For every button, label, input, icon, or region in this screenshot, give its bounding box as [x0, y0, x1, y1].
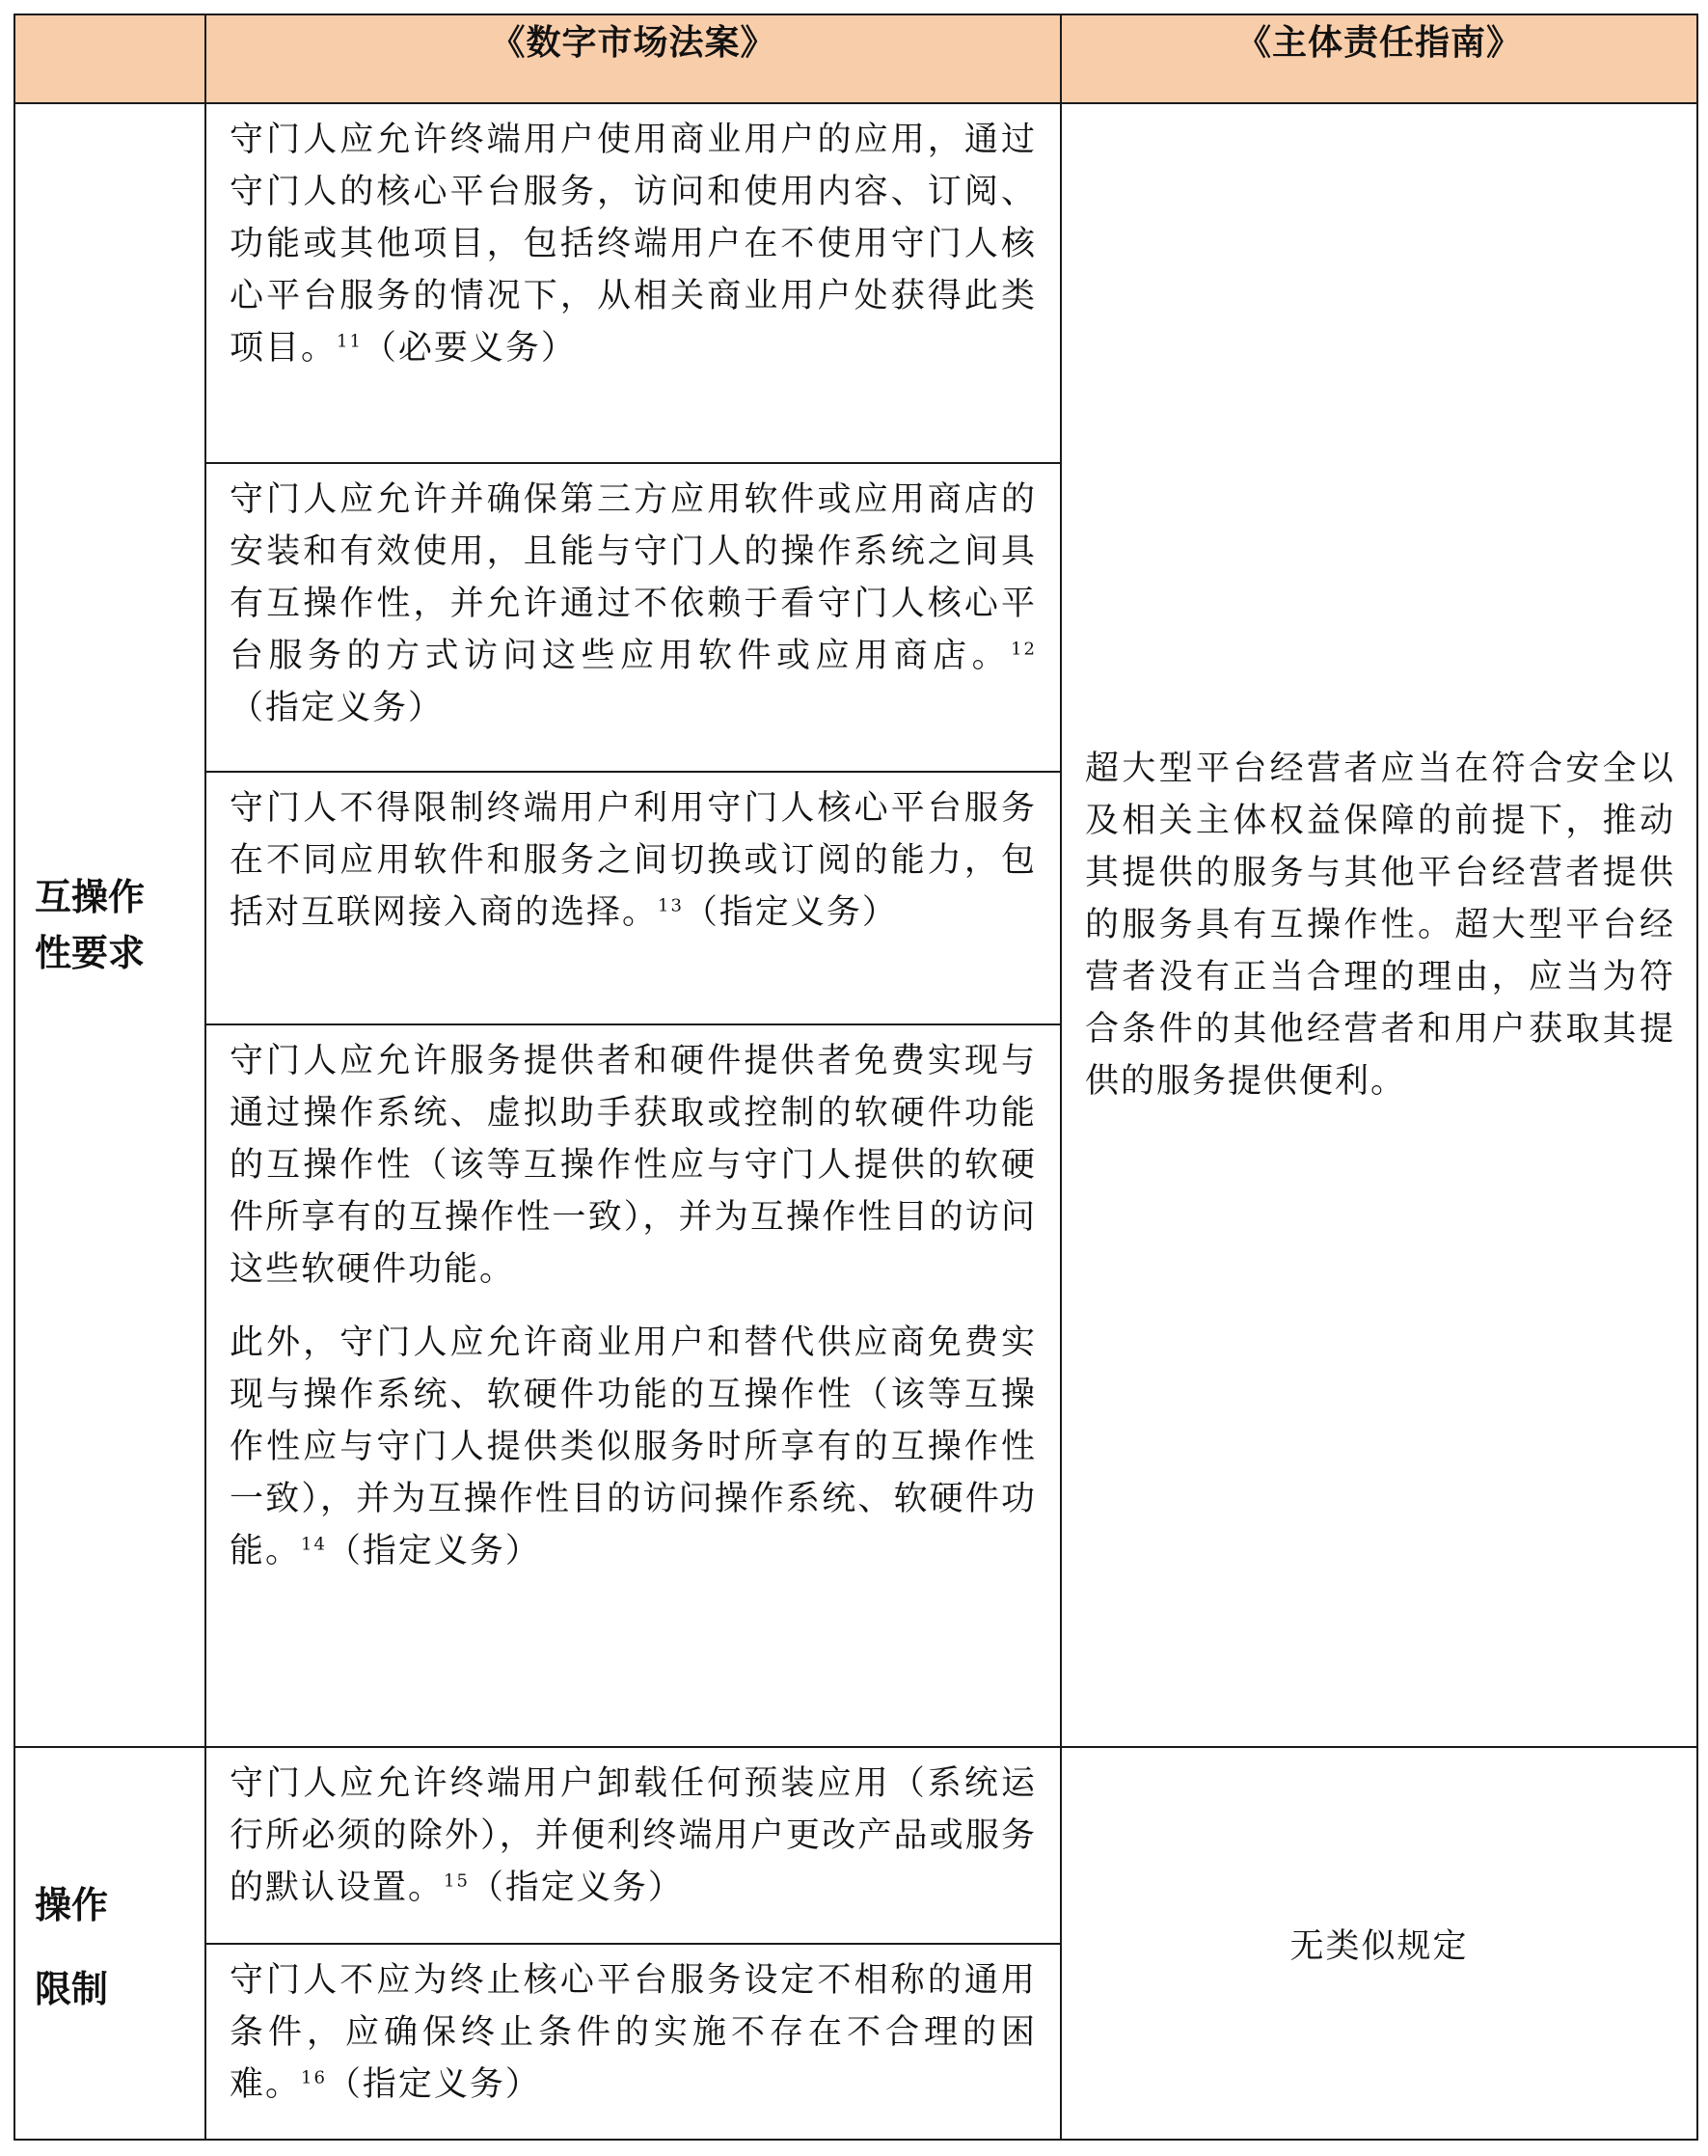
dma-provision-cell: [205, 1024, 1061, 1747]
header-corner-cell: [14, 14, 205, 103]
dma-provision-text: 守门人应允许并确保第三方应用软件或应用商店的安装和有效使用，且能与守门人的操作系统之间具有互操作性，并允许通过不依赖于看守门人核心平台服务的方式访问这些应用软件或应用商店。$^{12}$（指定义务）: [230, 480, 1037, 727]
footnote-ref: 11: [337, 331, 363, 352]
footnote-ref: 14: [301, 1534, 327, 1555]
footnote-ref: 12: [1011, 639, 1037, 660]
header-guide: 《主体责任指南》: [1061, 14, 1697, 103]
dma-provision-cell: [205, 772, 1061, 1024]
category-label-line1: 互操作: [35, 875, 146, 918]
dma-provision-cell: [205, 1944, 1061, 2140]
category-interoperability: [14, 103, 205, 1747]
guide-provision-cell: [1061, 1747, 1697, 2140]
table-header-row: [14, 14, 1697, 103]
dma-provision-text-2: 此外，守门人应允许商业用户和替代供应商免费实现与操作系统、软硬件功能的互操作性（该等互操作性应与守门人提供类似服务时所享有的互操作性一致），并为互操作性目的访问操作系统、软硬件功能。$^{14}$（指定义务）: [230, 1324, 1037, 1570]
footnote-ref: 15: [444, 1870, 470, 1892]
header-dma: 《数字市场法案》: [205, 14, 1061, 103]
guide-provision-text: 超大型平台经营者应当在符合安全以及相关主体权益保障的前提下，推动其提供的服务与其他平台经营者提供的服务具有互操作性。超大型平台经营者没有正当合理的理由，应当为符合条件的其他经营者和用户获取其提供的服务提供便利。: [1085, 750, 1675, 1101]
guide-provision-cell: [1061, 103, 1697, 1747]
dma-provision-text: 守门人不应为终止核心平台服务设定不相称的通用条件，应确保终止条件的实施不存在不合理的困难。$^{16}$（指定义务）: [230, 1961, 1037, 2104]
dma-provision-cell: [205, 103, 1061, 463]
guide-provision-text: 无类似规定: [1289, 1926, 1469, 1966]
dma-provision-cell: [205, 1747, 1061, 1944]
footnote-ref: 16: [301, 2067, 327, 2088]
footnote-ref: 13: [658, 895, 684, 916]
table-row: [14, 1747, 1697, 1944]
category-label-line1: 操作: [35, 1882, 109, 1926]
dma-provision-text: 守门人应允许终端用户卸载任何预装应用（系统运行所必须的除外），并便利终端用户更改产品或服务的默认设置。$^{15}$（指定义务）: [230, 1764, 1037, 1907]
table-row: [14, 103, 1697, 463]
category-label-line2: 性要求: [35, 931, 146, 974]
category-label-line2: 限制: [35, 1966, 109, 2010]
dma-provision-text: 守门人应允许服务提供者和硬件提供者免费实现与通过操作系统、虚拟助手获取或控制的软硬件功能的互操作性（该等互操作性应与守门人提供的软硬件所享有的互操作性一致），并为互操作性目的访问这些软硬件功能。: [230, 1042, 1037, 1289]
comparison-table: [14, 14, 1698, 2141]
category-operation-limits: [14, 1747, 205, 2140]
dma-provision-cell: [205, 463, 1061, 772]
dma-provision-text: 守门人应允许终端用户使用商业用户的应用，通过守门人的核心平台服务，访问和使用内容、订阅、功能或其他项目，包括终端用户在不使用守门人核心平台服务的情况下，从相关商业用户处获得此类项目。$^{11}$（必要义务）: [230, 121, 1037, 368]
dma-provision-text: 守门人不得限制终端用户利用守门人核心平台服务在不同应用软件和服务之间切换或订阅的能力，包括对互联网接入商的选择。$^{13}$（指定义务）: [230, 789, 1037, 932]
